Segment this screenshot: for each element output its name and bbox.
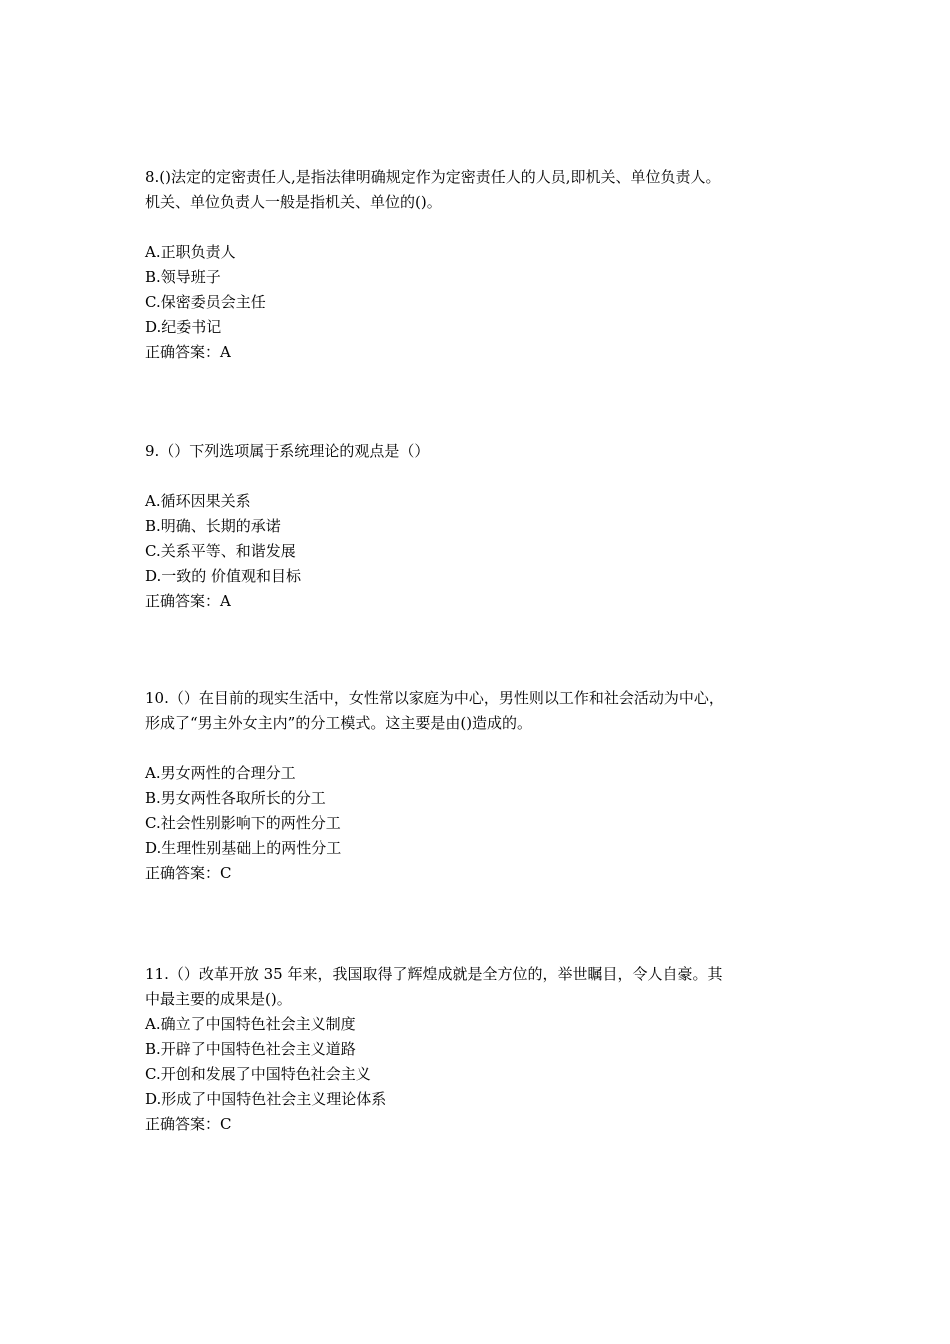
spacer (145, 215, 825, 240)
option-a: A.确立了中国特色社会主义制度 (145, 1015, 356, 1033)
question-stem-line: 机关、单位负责人一般是指机关、单位的()。 (145, 193, 442, 211)
question-stem-line: 形成了“男主外女主内”的分工模式。这主要是由()造成的。 (145, 714, 533, 732)
option-c: C.开创和发展了中国特色社会主义 (145, 1065, 371, 1083)
option-c: C.关系平等、和谐发展 (145, 542, 296, 560)
spacer (145, 464, 825, 489)
option-c: C.社会性别影响下的两性分工 (145, 814, 341, 832)
option-d: D.纪委书记 (145, 318, 222, 336)
option-a: A.男女两性的合理分工 (145, 764, 296, 782)
correct-answer: 正确答案：C (145, 864, 232, 882)
option-b: B.开辟了中国特色社会主义道路 (145, 1040, 356, 1058)
correct-answer: 正确答案：A (145, 343, 231, 361)
correct-answer: 正确答案：A (145, 592, 231, 610)
option-b: B.明确、长期的承诺 (145, 517, 281, 535)
question-9 (145, 439, 825, 614)
question-8 (145, 165, 825, 365)
option-c: C.保密委员会主任 (145, 293, 266, 311)
option-d: D.一致的 价值观和目标 (145, 567, 302, 585)
option-a: A.正职负责人 (145, 243, 236, 261)
option-b: B.领导班子 (145, 268, 221, 286)
option-b: B.男女两性各取所长的分工 (145, 789, 326, 807)
question-stem-line: 9.（）下列选项属于系统理论的观点是（） (145, 442, 430, 460)
question-stem-line: 8.()法定的定密责任人,是指法律明确规定作为定密责任人的人员,即机关、单位负责人。 (145, 168, 721, 186)
question-10 (145, 686, 825, 886)
correct-answer: 正确答案：C (145, 1115, 232, 1133)
question-stem-line: 10.（）在目前的现实生活中，女性常以家庭为中心，男性则以工作和社会活动为中心， (145, 689, 724, 707)
option-d: D.生理性别基础上的两性分工 (145, 839, 342, 857)
option-d: D.形成了中国特色社会主义理论体系 (145, 1090, 387, 1108)
question-stem-line: 11.（）改革开放 35 年来，我国取得了辉煌成就是全方位的，举世瞩目，令人自豪。其 (145, 965, 723, 983)
spacer (145, 736, 825, 761)
option-a: A.循环因果关系 (145, 492, 251, 510)
question-11 (145, 962, 825, 1137)
question-stem-line: 中最主要的成果是()。 (145, 990, 292, 1008)
